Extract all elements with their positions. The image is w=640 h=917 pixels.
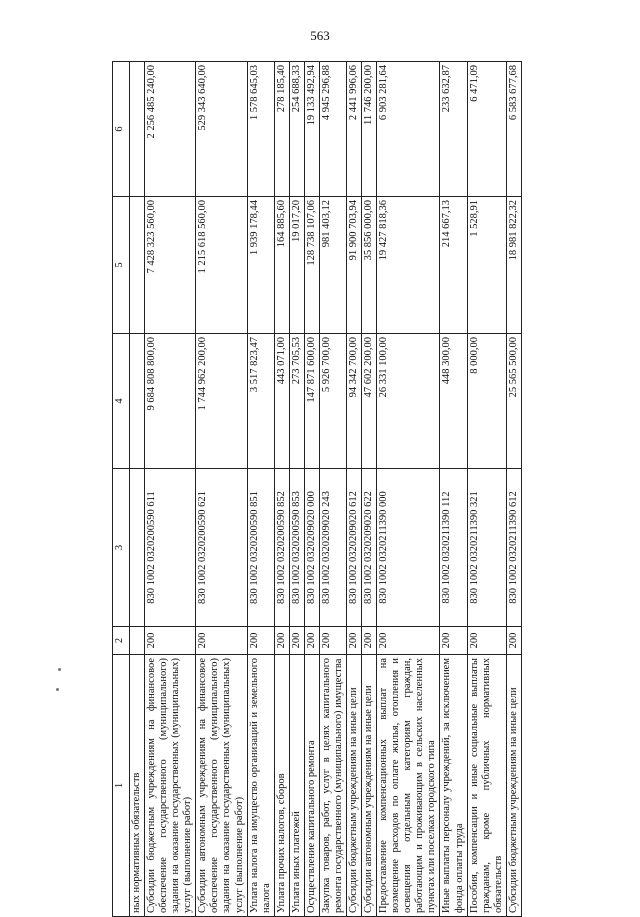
table-header-row xyxy=(113,62,130,917)
row-unexecuted-cell: 11 746 200,00 xyxy=(362,62,377,197)
row-name-cell: Иные выплаты персоналу учреждений, за исключением фонда оплаты труда xyxy=(440,655,467,917)
table-row xyxy=(274,62,289,917)
row-budget-code-cell: 830 1002 0320211390 112 xyxy=(440,469,467,627)
row-line-code-cell: 200 xyxy=(247,627,274,655)
row-line-code-cell: 200 xyxy=(440,627,467,655)
row-approved-cell: 3 517 823,47 xyxy=(247,334,274,469)
row-approved-cell: 273 705,53 xyxy=(289,334,304,469)
row-line-code-cell: 200 xyxy=(506,627,521,655)
row-name-cell: Уплата иных платежей xyxy=(289,655,304,917)
row-unexecuted-cell: 2 441 996,06 xyxy=(347,62,362,197)
row-approved-cell: 25 565 500,00 xyxy=(506,334,521,469)
row-budget-code-cell: 830 1002 0320209020 622 xyxy=(362,469,377,627)
row-name-cell: Закупка товаров, работ, услуг в целях капитального ремонта государственного (муниципального) имущества xyxy=(319,655,346,917)
row-unexecuted-cell: 233 632,87 xyxy=(440,62,467,197)
row-budget-code-cell xyxy=(130,469,145,627)
row-name-cell: Уплата прочих налогов, сборов xyxy=(274,655,289,917)
row-approved-cell: 47 602 200,00 xyxy=(362,334,377,469)
row-executed-cell: 214 667,13 xyxy=(440,197,467,334)
row-line-code-cell: 200 xyxy=(145,627,196,655)
row-name-cell: Уплата налога на имущество организаций и земельного налога xyxy=(247,655,274,917)
row-executed-cell: 19 427 818,36 xyxy=(377,197,440,334)
row-budget-code-cell: 830 1002 0320211390 612 xyxy=(506,469,521,627)
row-unexecuted-cell: 1 578 645,03 xyxy=(247,62,274,197)
row-unexecuted-cell: 254 688,33 xyxy=(289,62,304,197)
table-row xyxy=(247,62,274,917)
row-name-cell: Субсидии автономным учреждениям на иные цели xyxy=(362,655,377,917)
row-name-cell: Субсидии бюджетным учреждениям на финансовое обеспечение государственного (муниципального) задания на оказание государственных (муниципальных) услуг (выполнение работ) xyxy=(145,655,196,917)
rotated-table-content xyxy=(112,62,640,917)
row-name-cell: Субсидии бюджетным учреждениям на иные цели xyxy=(506,655,521,917)
row-approved-cell: 147 871 600,00 xyxy=(304,334,319,469)
row-executed-cell: 164 885,60 xyxy=(274,197,289,334)
table-row xyxy=(377,62,440,917)
table-row xyxy=(196,62,247,917)
row-unexecuted-cell: 2 256 485 240,00 xyxy=(145,62,196,197)
column-header: 2 xyxy=(113,627,130,655)
row-approved-cell: 448 300,00 xyxy=(440,334,467,469)
row-budget-code-cell: 830 1002 0320200590 853 xyxy=(289,469,304,627)
budget-table xyxy=(112,61,522,917)
row-budget-code-cell: 830 1002 0320200590 621 xyxy=(196,469,247,627)
row-line-code-cell: 200 xyxy=(347,627,362,655)
row-budget-code-cell: 830 1002 0320209020 243 xyxy=(319,469,346,627)
row-budget-code-cell: 830 1002 0320211390 321 xyxy=(467,469,506,627)
table-row xyxy=(362,62,377,917)
row-unexecuted-cell: 529 343 640,00 xyxy=(196,62,247,197)
row-executed-cell: 7 428 323 560,00 xyxy=(145,197,196,334)
row-line-code-cell: 200 xyxy=(304,627,319,655)
table-row xyxy=(304,62,319,917)
row-unexecuted-cell: 6 471,09 xyxy=(467,62,506,197)
row-line-code-cell xyxy=(130,627,145,655)
row-name-cell: ных нормативных обязательств xyxy=(130,655,145,917)
page-number: 563 xyxy=(310,28,330,43)
row-line-code-cell: 200 xyxy=(319,627,346,655)
row-approved-cell xyxy=(130,334,145,469)
table-row xyxy=(467,62,506,917)
row-budget-code-cell: 830 1002 0320211390 000 xyxy=(377,469,440,627)
table-row xyxy=(319,62,346,917)
column-header: 1 xyxy=(113,655,130,917)
row-line-code-cell: 200 xyxy=(467,627,506,655)
row-name-cell: Субсидии бюджетным учреждениям на иные цели xyxy=(347,655,362,917)
row-unexecuted-cell: 278 185,40 xyxy=(274,62,289,197)
row-budget-code-cell: 830 1002 0320200590 611 xyxy=(145,469,196,627)
row-unexecuted-cell: 6 903 281,64 xyxy=(377,62,440,197)
row-line-code-cell: 200 xyxy=(196,627,247,655)
row-unexecuted-cell: 4 945 296,88 xyxy=(319,62,346,197)
row-executed-cell xyxy=(130,197,145,334)
column-header: 4 xyxy=(113,334,130,469)
row-budget-code-cell: 830 1002 0320209020 612 xyxy=(347,469,362,627)
row-executed-cell: 1 939 178,44 xyxy=(247,197,274,334)
row-name-cell: Пособия, компенсации и иные социальные выплаты гражданам, кроме публичных нормативных обязательств xyxy=(467,655,506,917)
row-approved-cell: 9 684 808 800,00 xyxy=(145,334,196,469)
row-line-code-cell: 200 xyxy=(362,627,377,655)
row-unexecuted-cell: 6 583 677,68 xyxy=(506,62,521,197)
row-line-code-cell: 200 xyxy=(274,627,289,655)
row-name-cell: Осуществление капитального ремонта xyxy=(304,655,319,917)
table-row xyxy=(145,62,196,917)
row-line-code-cell: 200 xyxy=(377,627,440,655)
row-budget-code-cell: 830 1002 0320200590 852 xyxy=(274,469,289,627)
column-header: 5 xyxy=(113,197,130,334)
row-executed-cell: 35 856 000,00 xyxy=(362,197,377,334)
row-approved-cell: 5 926 700,00 xyxy=(319,334,346,469)
scan-speck xyxy=(56,688,59,691)
scan-speck xyxy=(58,668,61,671)
row-executed-cell: 18 981 822,32 xyxy=(506,197,521,334)
row-approved-cell: 1 744 962 200,00 xyxy=(196,334,247,469)
table-row xyxy=(506,62,521,917)
table-row xyxy=(347,62,362,917)
row-approved-cell: 26 331 100,00 xyxy=(377,334,440,469)
column-header: 3 xyxy=(113,469,130,627)
row-unexecuted-cell: 19 133 492,94 xyxy=(304,62,319,197)
row-approved-cell: 8 000,00 xyxy=(467,334,506,469)
row-budget-code-cell: 830 1002 0320200590 851 xyxy=(247,469,274,627)
row-approved-cell: 94 342 700,00 xyxy=(347,334,362,469)
rotated-table-frame xyxy=(112,62,640,917)
column-header: 6 xyxy=(113,62,130,197)
row-budget-code-cell: 830 1002 0320209020 000 xyxy=(304,469,319,627)
table-row xyxy=(289,62,304,917)
row-approved-cell: 443 071,00 xyxy=(274,334,289,469)
row-name-cell: Предоставление компенсационных выплат на возмещение расходов по оплате жилья, отопления и освещения отдельным категориям граждан, работающим и проживающим в сельских населенных пунктах или поселках городского типа xyxy=(377,655,440,917)
row-executed-cell: 19 017,20 xyxy=(289,197,304,334)
table-row xyxy=(440,62,467,917)
table-row xyxy=(130,62,145,917)
row-executed-cell: 91 900 703,94 xyxy=(347,197,362,334)
row-executed-cell: 128 738 107,06 xyxy=(304,197,319,334)
row-line-code-cell: 200 xyxy=(289,627,304,655)
row-executed-cell: 981 403,12 xyxy=(319,197,346,334)
row-executed-cell: 1 528,91 xyxy=(467,197,506,334)
row-unexecuted-cell xyxy=(130,62,145,197)
row-executed-cell: 1 215 618 560,00 xyxy=(196,197,247,334)
row-name-cell: Субсидии автономным учреждениям на финансовое обеспечение государственного (муниципального) задания на оказание государственных (муниципальных) услуг (выполнение работ) xyxy=(196,655,247,917)
